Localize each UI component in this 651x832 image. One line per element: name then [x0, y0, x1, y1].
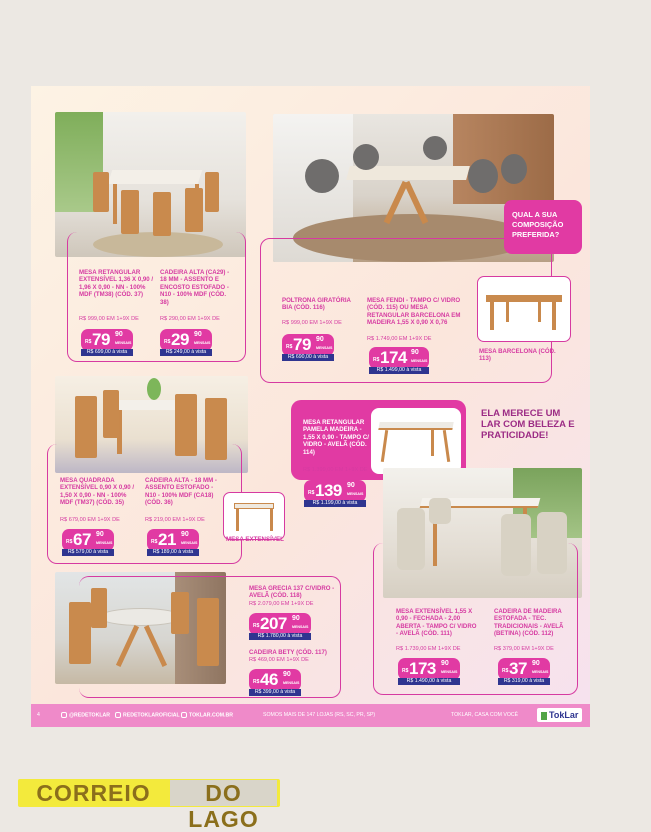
price-integer: 21: [158, 530, 176, 549]
price-integer: 67: [73, 530, 91, 549]
installment-price: [369, 347, 429, 369]
price-integer: 29: [171, 330, 189, 349]
price-period: MENSAIS: [292, 625, 309, 629]
price-period: MENSAIS: [411, 359, 428, 363]
question-bubble: [504, 200, 582, 254]
question-text: QUAL A SUA COMPOSIÇÃO PREFERIDA?: [512, 210, 564, 239]
currency-label: R$: [308, 490, 315, 496]
cash-price: R$ 319,00 à vista: [498, 678, 550, 685]
cash-price: R$ 249,00 à vista: [160, 349, 212, 356]
product-name: CADEIRA ALTA (CA29) - 18 MM - ASSENTO E ENCOSTO ESTOFADO - N10 - 100% MDF (CÓD. 38): [160, 269, 230, 306]
currency-label: R$: [85, 339, 92, 345]
extensivel-label: MESA EXTENSÍVEL: [226, 536, 284, 543]
product-name: MESA EXTENSÍVEL 1,55 X 0,90 - FECHADA - 2,00 ABERTA - TAMPO C/ VIDRO - AVELÃ (CÓD. 111): [396, 608, 477, 638]
old-price: R$ 1.749,00 EM 1+9X DE: [367, 336, 432, 342]
price-period: MENSAIS: [181, 541, 198, 545]
watermark-part2: DO LAGO: [170, 780, 277, 806]
tagline: ELA MERECE UM LAR COM BELEZA E PRATICIDADE!: [481, 408, 575, 441]
slogan: TOKLAR, CASA COM VOCÊ: [451, 712, 519, 718]
installment-price: [62, 529, 114, 551]
price-integer: 79: [293, 335, 311, 354]
cash-price: R$ 1.490,00 à vista: [398, 678, 460, 685]
currency-label: R$: [502, 668, 509, 674]
price-cents: 90: [181, 531, 189, 538]
price-cents: 90: [96, 531, 104, 538]
price-period: MENSAIS: [316, 346, 333, 350]
price-integer: 79: [92, 330, 110, 349]
installment-price: [81, 329, 133, 351]
pamela-image-card: [371, 408, 461, 474]
old-price: R$ 1.739,00 EM 1+9X DE: [396, 646, 461, 652]
product-name: CADEIRA DE MADEIRA ESTOFADA - TEC. TRADICIONAIS - AVELÃ (BETINA) (CÓD. 112): [494, 608, 564, 638]
price-cents: 90: [292, 615, 300, 622]
currency-label: R$: [286, 344, 293, 350]
product-name: MESA RETANGULAR EXTENSÍVEL 1,36 X 0,90 / 1,96 X 0,90 - NN - 100% MDF (TM38) (CÓD. 37): [79, 269, 154, 299]
price-integer: 207: [260, 614, 287, 633]
correio-do-lago-watermark: [18, 779, 280, 832]
currency-label: R$: [151, 539, 158, 545]
cash-price: R$ 1.199,00 à vista: [304, 500, 366, 507]
page-footer: [31, 704, 590, 727]
old-price: R$ 1.399,00 EM 1+9X DE: [303, 467, 368, 473]
installment-price: [282, 334, 334, 356]
price-period: MENSAIS: [347, 492, 364, 496]
installment-price: [498, 658, 550, 680]
barcelona-box: [477, 276, 571, 342]
price-period: MENSAIS: [115, 341, 132, 345]
facebook-handle: REDETOKLAROFICIAL: [115, 712, 180, 718]
website: TOKLAR.COM.BR: [181, 712, 233, 718]
product-name: POLTRONA GIRATÓRIA BIA (CÓD. 116): [282, 297, 351, 312]
toklar-logo-icon: [541, 712, 547, 720]
old-price: R$ 379,00 EM 1+9X DE: [494, 646, 554, 652]
cash-price: R$ 189,00 à vista: [147, 549, 199, 556]
price-integer: 46: [260, 670, 278, 689]
old-price: R$ 999,00 EM 1+9X DE: [79, 316, 139, 322]
price-cents: 90: [411, 349, 419, 356]
currency-label: R$: [164, 339, 171, 345]
globe-icon: [181, 712, 187, 718]
old-price: R$ 219,00 EM 1+9X DE: [145, 517, 205, 523]
stores-count: SOMOS MAIS DE 147 LOJAS (RS, SC, PR, SP): [263, 712, 376, 718]
price-cents: 90: [194, 331, 202, 338]
installment-price: [249, 613, 311, 635]
product-name: MESA GRECIA 137 C/VIDRO - AVELÃ (CÓD. 118): [249, 585, 335, 600]
cash-price: R$ 1.780,00 à vista: [249, 633, 311, 640]
price-cents: 90: [283, 671, 291, 678]
installment-price: [160, 329, 212, 351]
currency-label: R$: [253, 679, 260, 685]
product-name: MESA QUADRADA EXTENSÍVEL 0,90 X 0,90 / 1,50 X 0,90 - NN - 100% MDF (TM37) (CÓD. 35): [60, 477, 135, 507]
old-price: R$ 290,00 EM 1+9X DE: [160, 316, 220, 322]
extensivel-box: [223, 492, 285, 540]
product-name: CADEIRA BETY (CÓD. 117): [249, 649, 327, 656]
cash-price: R$ 690,00 à vista: [282, 354, 334, 361]
old-price: R$ 2.079,00 EM 1+9X DE: [249, 601, 314, 607]
installment-price: [304, 480, 366, 502]
installment-price: [147, 529, 199, 551]
price-integer: 173: [409, 659, 436, 678]
old-price: R$ 679,00 EM 1+9X DE: [60, 517, 120, 523]
product-name: CADEIRA ALTA - 18 MM - ASSENTO ESTOFADO - N10 - 100% MDF (CA18) (CÓD. 36): [145, 477, 217, 507]
price-period: MENSAIS: [96, 541, 113, 545]
price-cents: 90: [441, 660, 449, 667]
catalog-page: [31, 86, 590, 727]
installment-price: [249, 669, 301, 691]
cash-price: R$ 399,00 à vista: [249, 689, 301, 696]
instagram-icon: [61, 712, 67, 718]
currency-label: R$: [402, 668, 409, 674]
installment-price: [398, 658, 460, 680]
currency-label: R$: [253, 623, 260, 629]
instagram-handle: @REDETOKLAR: [61, 712, 110, 718]
price-cents: 90: [115, 331, 123, 338]
price-integer: 37: [509, 659, 527, 678]
price-period: MENSAIS: [441, 670, 458, 674]
toklar-logo: TokLar: [537, 708, 582, 722]
barcelona-label: MESA BARCELONA (CÓD. 113): [479, 348, 556, 363]
price-integer: 174: [380, 348, 407, 367]
price-period: MENSAIS: [532, 670, 549, 674]
price-integer: 139: [315, 481, 342, 500]
cash-price: R$ 699,00 à vista: [81, 349, 133, 356]
price-cents: 90: [347, 482, 355, 489]
currency-label: R$: [373, 357, 380, 363]
price-period: MENSAIS: [194, 341, 211, 345]
product-name: MESA RETANGULAR PAMELA MADEIRA - 1,55 X 0,90 - TAMPO C/ VIDRO - AVELÃ (CÓD. 114): [303, 419, 369, 456]
product-name: MESA FENDI - TAMPO C/ VIDRO (CÓD. 115) OU MESA RETANGULAR BARCELONA EM MADEIRA 1,55 X 0,90 X 0,76: [367, 297, 461, 327]
price-cents: 90: [316, 336, 324, 343]
cash-price: R$ 579,00 à vista: [62, 549, 114, 556]
price-cents: 90: [532, 660, 540, 667]
cash-price: R$ 1.499,00 à vista: [369, 367, 429, 374]
facebook-icon: [115, 712, 121, 718]
old-price: R$ 999,00 EM 1+9X DE: [282, 320, 342, 326]
price-period: MENSAIS: [283, 681, 300, 685]
page-number: 4: [37, 712, 40, 718]
currency-label: R$: [66, 539, 73, 545]
old-price: R$ 469,00 EM 1+9X DE: [249, 657, 309, 663]
watermark-part1: CORREIO: [20, 780, 167, 806]
